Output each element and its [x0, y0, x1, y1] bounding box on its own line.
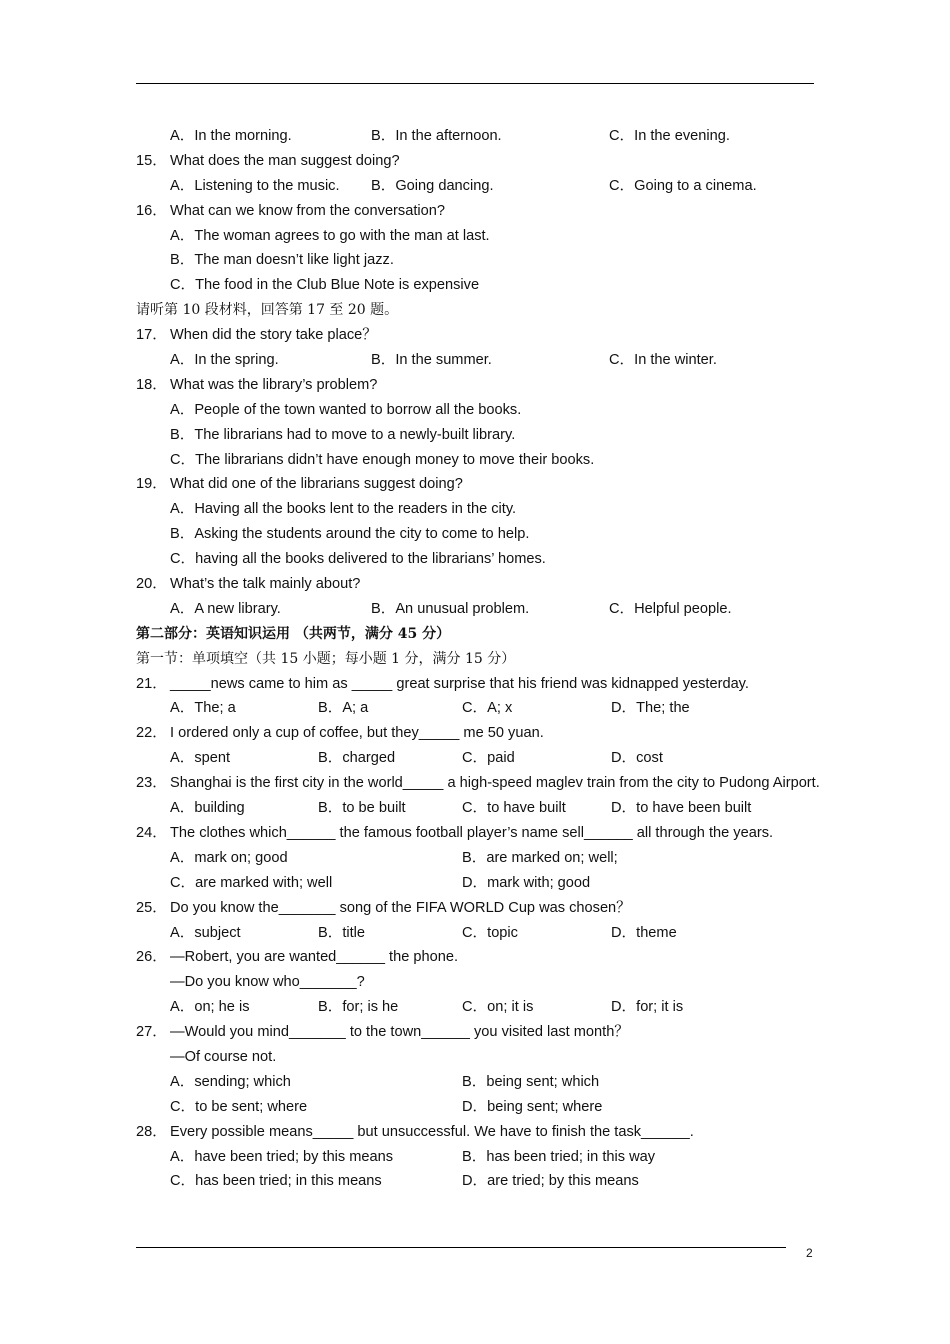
answer-line: [136, 1045, 826, 1070]
question-text: What can we know from the conversation?: [170, 202, 445, 219]
section-instruction: [136, 298, 826, 323]
question-text: What’s the talk mainly about?: [170, 576, 361, 593]
page-content: [136, 124, 826, 1194]
answer-option: D．are tried; by this means: [462, 1173, 639, 1190]
options-row: [136, 124, 826, 149]
options-row: [136, 921, 826, 946]
answer-option: A．The; a: [170, 700, 236, 717]
question-number: 26．: [136, 949, 167, 966]
question-stem: [136, 472, 826, 497]
question-text: What did one of the librarians suggest doing?: [170, 476, 463, 493]
answer-option: D．for; it is: [611, 999, 684, 1016]
question-stem: [136, 1120, 826, 1145]
answer-line: [136, 273, 826, 298]
answer-option: A．building: [170, 800, 245, 817]
answer-option: C．topic: [462, 924, 518, 941]
question-stem: [136, 945, 826, 970]
instruction-text: 第一节：单项填空（共 15 小题；每小题 1 分，满分 15 分）: [136, 650, 516, 667]
answer-option: B．Going dancing.: [371, 177, 494, 194]
question-stem: [136, 771, 826, 796]
options-row: [136, 1070, 826, 1095]
answer-line: [136, 970, 826, 995]
answer-option: D．theme: [611, 924, 677, 941]
answer-option: C．Helpful people.: [609, 600, 732, 617]
question-text: _____news came to him as _____ great surprise that his friend was kidnapped yesterday.: [170, 675, 749, 692]
question-stem: [136, 199, 826, 224]
answer-option: B．are marked on; well;: [462, 849, 618, 866]
answer-option: C．A; x: [462, 700, 513, 717]
question-number: 16．: [136, 202, 167, 219]
answer-line: [136, 248, 826, 273]
answer-option: A．Listening to the music.: [170, 177, 340, 194]
answer-line: [136, 497, 826, 522]
question-stem: [136, 149, 826, 174]
options-row: [136, 1095, 826, 1120]
question-number: 24．: [136, 824, 167, 841]
options-row: [136, 995, 826, 1020]
answer-option: C．on; it is: [462, 999, 534, 1016]
answer-line: [136, 224, 826, 249]
question-number: 19．: [136, 476, 167, 493]
answer-option: B．The librarians had to move to a newly-built library.: [170, 426, 516, 443]
question-stem: [136, 896, 826, 921]
question-text: —Robert, you are wanted______ the phone.: [170, 949, 459, 966]
answer-option: A．subject: [170, 924, 241, 941]
answer-option: D．mark with; good: [462, 874, 591, 891]
answer-option: A．In the spring.: [170, 352, 279, 369]
answer-option: C．are marked with; well: [170, 874, 333, 891]
answer-option: C．has been tried; in this means: [170, 1173, 382, 1190]
answer-option: C．In the evening.: [609, 128, 730, 144]
question-number: 18．: [136, 376, 167, 393]
answer-option: A．People of the town wanted to borrow all the books.: [170, 401, 522, 418]
answer-option: C．to have built: [462, 800, 566, 817]
question-number: 25．: [136, 899, 167, 916]
answer-option: A．spent: [170, 750, 231, 767]
question-stem: [136, 323, 826, 348]
question-number: 20．: [136, 576, 167, 593]
question-stem: [136, 721, 826, 746]
answer-option: —Of course not.: [170, 1048, 277, 1065]
answer-option: D．being sent; where: [462, 1098, 603, 1115]
question-text: Every possible means_____ but unsuccessful. We have to finish the task______.: [170, 1123, 694, 1140]
question-text: —Would you mind_______ to the town______ you visited last month？: [170, 1024, 629, 1041]
answer-option: B．being sent; which: [462, 1073, 600, 1090]
answer-option: A．sending; which: [170, 1073, 291, 1090]
answer-option: A．Having all the books lent to the readers in the city.: [170, 501, 517, 518]
answer-option: B．charged: [318, 750, 396, 767]
options-row: [136, 871, 826, 896]
answer-option: B．has been tried; in this way: [462, 1148, 656, 1165]
answer-option: C．The librarians didn’t have enough money to move their books.: [170, 451, 595, 468]
options-row: [136, 796, 826, 821]
instruction-text: 请听第 10 段材料，回答第 17 至 20 题。: [136, 302, 399, 319]
header-rule: [136, 83, 814, 84]
question-number: 21．: [136, 675, 167, 692]
options-row: [136, 348, 826, 373]
question-text: I ordered only a cup of coffee, but they_____ me 50 yuan.: [170, 725, 544, 742]
answer-line: [136, 522, 826, 547]
question-number: 27．: [136, 1024, 167, 1041]
question-stem: [136, 572, 826, 597]
question-text: When did the story take place？: [170, 327, 377, 344]
answer-option: C．to be sent; where: [170, 1098, 308, 1115]
answer-option: B．A; a: [318, 700, 369, 717]
answer-option: A．have been tried; by this means: [170, 1148, 394, 1165]
question-text: What does the man suggest doing?: [170, 152, 400, 169]
question-number: 15．: [136, 152, 167, 169]
options-row: [136, 597, 826, 622]
question-text: Shanghai is the first city in the world_____ a high-speed maglev train from the city to Pudong Airport.: [170, 775, 820, 792]
options-row: [136, 174, 826, 199]
answer-option: D．cost: [611, 750, 663, 767]
answer-option: C．paid: [462, 750, 515, 767]
question-text: Do you know the_______ song of the FIFA WORLD Cup was chosen？: [170, 899, 631, 916]
section-title: 第二部分：英语知识运用 （共两节，满分 45 分）: [136, 625, 451, 642]
answer-option: A．mark on; good: [170, 849, 288, 866]
answer-option: D．The; the: [611, 700, 690, 717]
answer-option: A．In the morning.: [170, 128, 292, 144]
answer-option: B．title: [318, 924, 366, 941]
options-row: [136, 1169, 826, 1194]
options-row: [136, 696, 826, 721]
answer-option: C．The food in the Club Blue Note is expensive: [170, 277, 480, 294]
page-number: 2: [806, 1246, 813, 1260]
answer-option: B．for; is he: [318, 999, 399, 1016]
question-text: What was the library’s problem?: [170, 376, 378, 393]
answer-line: [136, 423, 826, 448]
answer-option: D．to have been built: [611, 800, 752, 817]
answer-option: A．on; he is: [170, 999, 250, 1016]
answer-option: C．In the winter.: [609, 352, 717, 369]
answer-line: [136, 448, 826, 473]
footer-rule: [136, 1247, 786, 1248]
question-number: 22．: [136, 725, 167, 742]
answer-option: B．Asking the students around the city to come to help.: [170, 526, 530, 543]
section-heading: [136, 622, 826, 647]
answer-option: C．having all the books delivered to the librarians’ homes.: [170, 551, 546, 568]
answer-option: —Do you know who_______?: [170, 974, 365, 991]
question-text: The clothes which______ the famous football player’s name sell______ all through the years.: [170, 824, 774, 841]
question-stem: [136, 373, 826, 398]
options-row: [136, 846, 826, 871]
question-stem: [136, 821, 826, 846]
question-number: 17．: [136, 327, 167, 344]
answer-option: B．In the afternoon.: [371, 128, 502, 144]
answer-option: C．Going to a cinema.: [609, 177, 757, 194]
question-stem: [136, 672, 826, 697]
options-row: [136, 746, 826, 771]
answer-option: A．The woman agrees to go with the man at last.: [170, 227, 490, 244]
answer-option: B．The man doesn’t like light jazz.: [170, 252, 394, 269]
answer-option: B．to be built: [318, 800, 406, 817]
section-instruction: [136, 647, 826, 672]
answer-option: B．In the summer.: [371, 352, 492, 369]
question-number: 23．: [136, 775, 167, 792]
question-stem: [136, 1020, 826, 1045]
answer-option: A．A new library.: [170, 600, 281, 617]
answer-option: B．An unusual problem.: [371, 600, 530, 617]
options-row: [136, 1145, 826, 1170]
question-number: 28．: [136, 1123, 167, 1140]
answer-line: [136, 398, 826, 423]
answer-line: [136, 547, 826, 572]
